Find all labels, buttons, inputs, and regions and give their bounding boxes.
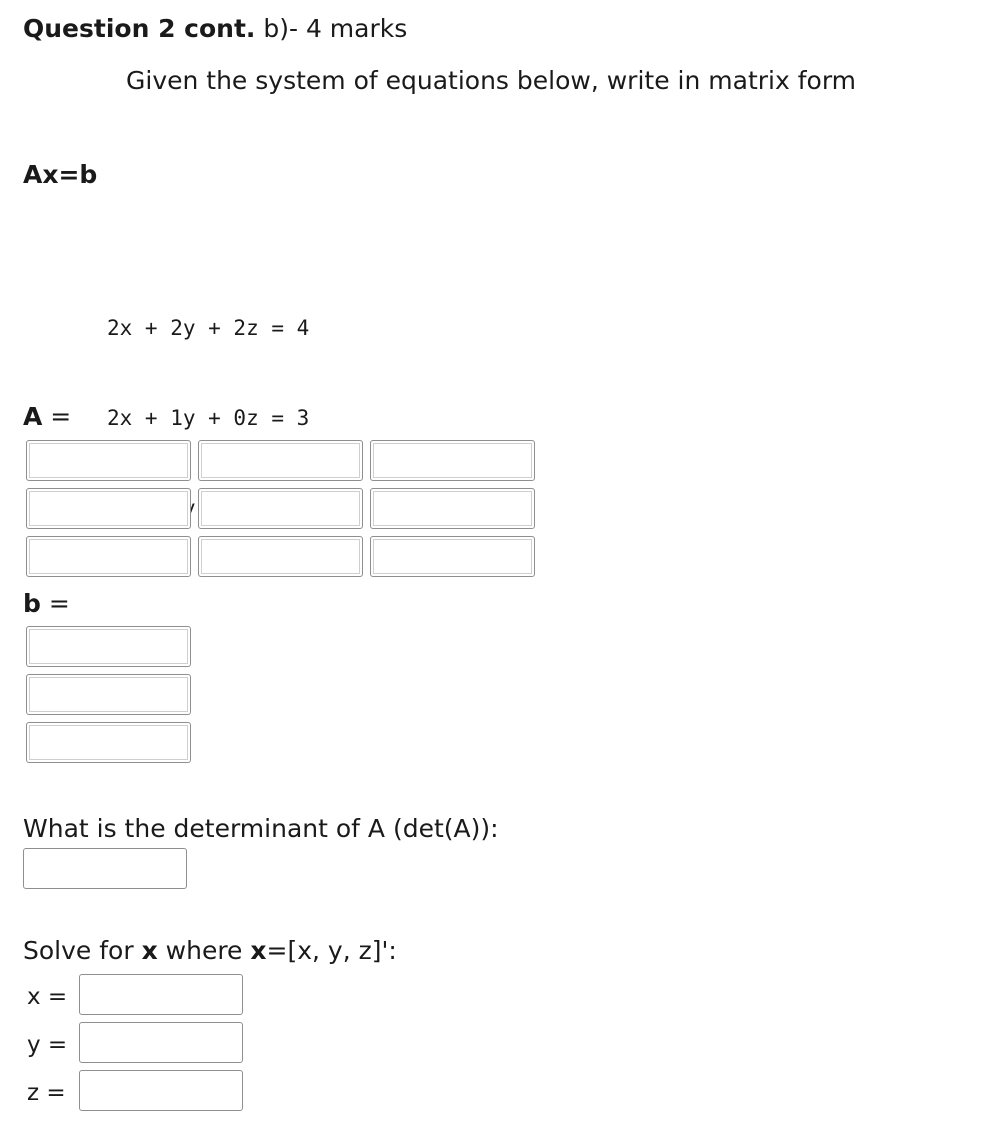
determinant-question: What is the determinant of A (det(A)):: [23, 814, 499, 843]
question-number: Question 2 cont.: [23, 14, 256, 43]
equation-2: 2x + 1y + 0z = 3: [107, 406, 310, 430]
matrix-a-label: [23, 400, 71, 434]
vector-b-symbol: b: [23, 589, 41, 618]
x-input[interactable]: [79, 974, 243, 1015]
solve-middle: where: [157, 936, 251, 965]
matrix-a-equals: =: [42, 402, 72, 431]
z-label: z =: [27, 1080, 66, 1106]
y-input[interactable]: [79, 1022, 243, 1063]
matrix-a-cell-r3c1[interactable]: [26, 536, 191, 577]
instruction-text: Given the system of equations below, write in matrix form: [126, 66, 857, 95]
matrix-a-cell-r2c1[interactable]: [26, 488, 191, 529]
question-title: [23, 12, 407, 46]
equation-1: 2x + 2y + 2z = 4: [107, 316, 310, 340]
matrix-form-label: Ax=b: [23, 160, 98, 189]
solve-bold-x-vector: x: [250, 936, 267, 965]
x-label: x =: [27, 984, 68, 1010]
z-input[interactable]: [79, 1070, 243, 1111]
matrix-a-cell-r1c3[interactable]: [370, 440, 535, 481]
solve-suffix: =[x, y, z]':: [266, 936, 397, 965]
vector-b-label: [23, 587, 70, 621]
y-label: y =: [27, 1032, 68, 1058]
vector-b-cell-3[interactable]: [26, 722, 191, 763]
matrix-a-cell-r2c3[interactable]: [370, 488, 535, 529]
matrix-a-symbol: A: [23, 402, 43, 431]
solve-prefix: Solve for: [23, 936, 142, 965]
matrix-a-cell-r1c2[interactable]: [198, 440, 363, 481]
question-marks: b)- 4 marks: [255, 14, 408, 43]
vector-b-cell-1[interactable]: [26, 626, 191, 667]
matrix-a-cell-r1c1[interactable]: [26, 440, 191, 481]
matrix-a-cell-r3c2[interactable]: [198, 536, 363, 577]
vector-b-cell-2[interactable]: [26, 674, 191, 715]
solve-bold-x: x: [141, 936, 158, 965]
matrix-a-cell-r2c2[interactable]: [198, 488, 363, 529]
matrix-a-cell-r3c3[interactable]: [370, 536, 535, 577]
vector-b-equals: =: [40, 589, 70, 618]
determinant-input[interactable]: [23, 848, 187, 889]
solve-instruction: [23, 934, 397, 968]
